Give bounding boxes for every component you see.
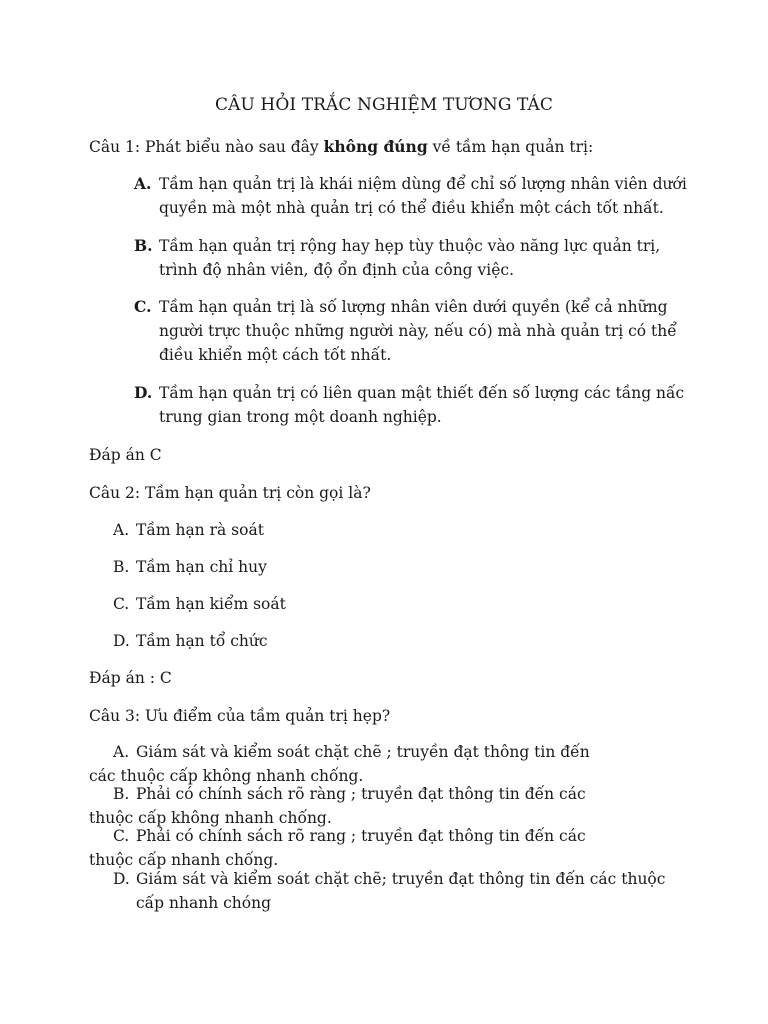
option-letter: A. <box>134 174 152 193</box>
option-text: Tầm hạn quản trị là số lượng nhân viên dưới quyền (kể cả những người trực thuộc những người này, nếu có) mà nhà quản trị có thể điều khiển một cách tốt nhất. <box>159 298 677 364</box>
option-letter: C. <box>113 827 130 845</box>
option-letter: B. <box>113 785 130 803</box>
question-2-answer: Đáp án : C <box>89 669 172 687</box>
option-letter: A. <box>113 521 130 539</box>
option-text: Tầm hạn quản trị là khái niệm dùng để chỉ số lượng nhân viên dưới quyền mà một nhà quản trị có thể điều khiển một cách tốt nhất. <box>159 175 687 217</box>
question-2-option-b <box>113 555 673 579</box>
option-letter: D. <box>134 383 153 402</box>
question-2-option-a <box>113 518 673 542</box>
question-3-option-c <box>89 824 689 872</box>
question-1 <box>89 135 689 159</box>
option-text-line1: Phải có chính sách rõ rang ; truyền đạt thông tin đến các <box>136 827 586 845</box>
question-2-option-d <box>113 629 673 653</box>
option-text: Tầm hạn quản trị có liên quan mật thiết đến số lượng các tầng nấc trung gian trong một doanh nghiệp. <box>159 384 685 426</box>
question-3-option-a <box>89 740 689 788</box>
option-letter: A. <box>113 743 130 761</box>
question-3-option-b <box>89 782 689 830</box>
question-1-answer: Đáp án C <box>89 446 162 464</box>
option-letter: C. <box>113 595 130 613</box>
option-letter: C. <box>134 297 152 316</box>
option-text: Tầm hạn quản trị rộng hay hẹp tùy thuộc vào năng lực quản trị, trình độ nhân viên, độ ổn định của công việc. <box>159 237 661 279</box>
option-text-line2: thuộc cấp không nhanh chống. <box>89 809 332 827</box>
option-letter: B. <box>113 558 130 576</box>
option-text-line1: Giám sát và kiểm soát chặt chẽ ; truyền đạt thông tin đến <box>136 743 590 761</box>
question-3-option-d <box>113 867 693 915</box>
question-1-option-b <box>134 234 694 282</box>
option-text-line1: Phải có chính sách rõ ràng ; truyền đạt thông tin đến các <box>136 785 586 803</box>
question-1-emphasis: không đúng <box>323 137 428 156</box>
question-1-option-a <box>134 172 694 220</box>
question-1-option-d <box>134 381 694 429</box>
option-letter: D. <box>113 870 130 888</box>
option-text-line2: thuộc cấp nhanh chống. <box>89 851 279 869</box>
option-text: Giám sát và kiểm soát chặt chẽ; truyền đạt thông tin đến các thuộc cấp nhanh chóng <box>136 870 666 912</box>
option-text: Tầm hạn rà soát <box>136 521 264 539</box>
option-text: Tầm hạn tổ chức <box>136 632 268 650</box>
question-1-suffix: về tầm hạn quản trị: <box>427 138 594 156</box>
document-title: CÂU HỎI TRẮC NGHIỆM TƯƠNG TÁC <box>215 95 553 115</box>
question-2-option-c <box>113 592 673 616</box>
option-text-line2: các thuộc cấp không nhanh chống. <box>89 767 364 785</box>
question-1-prefix: Câu 1: Phát biểu nào sau đây <box>89 138 324 156</box>
option-letter: B. <box>134 236 153 255</box>
question-1-option-c <box>134 295 694 367</box>
option-text: Tầm hạn kiểm soát <box>136 595 286 613</box>
question-2: Câu 2: Tầm hạn quản trị còn gọi là? <box>89 484 371 502</box>
question-3: Câu 3: Ưu điểm của tầm quản trị hẹp? <box>89 707 391 725</box>
option-text: Tầm hạn chỉ huy <box>136 558 267 576</box>
option-letter: D. <box>113 632 130 650</box>
